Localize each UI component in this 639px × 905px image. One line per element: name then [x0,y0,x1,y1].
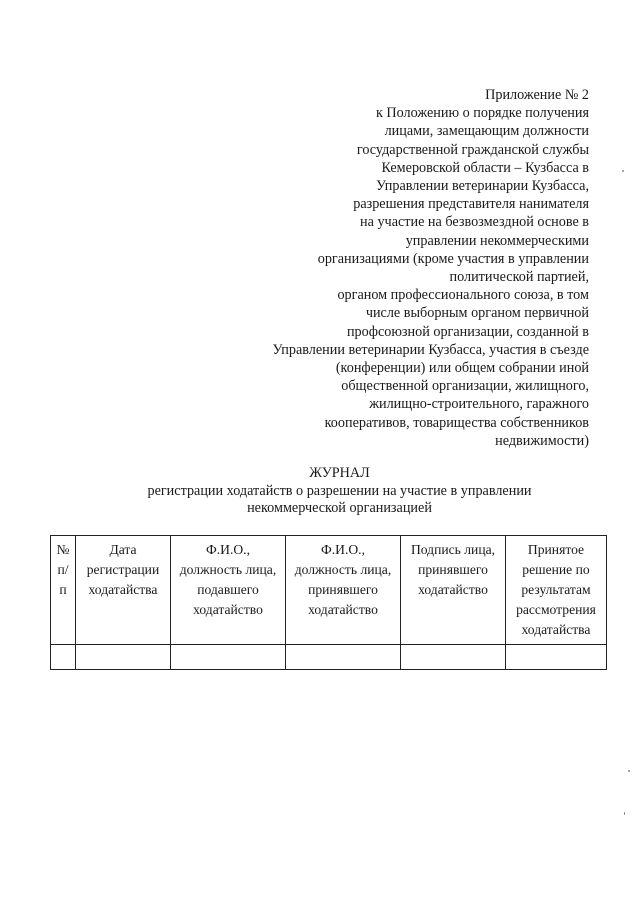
header-number: № п/ п [51,536,76,645]
journal-heading: ЖУРНАЛ [309,465,370,481]
journal-subtitle: регистрации ходатайств о разрешении на участие в управлении [147,482,532,499]
appendix-line: органом профессионального союза, в том [337,287,589,304]
appendix-line: к Положению о порядке получения [375,105,589,122]
header-applicant: Ф.И.О., должность лица, подавшего ходатайство [171,536,286,645]
scan-speck [628,770,630,772]
appendix-line: недвижимости) [495,432,589,449]
journal-title-block [0,465,639,518]
appendix-line: политической партией, [449,269,589,286]
appendix-line: организациями (кроме участия в управлении [317,250,589,267]
header-receiver: Ф.И.О., должность лица, принявшего ходатайство [286,536,401,645]
table-cell[interactable] [171,645,286,670]
appendix-line: Кемеровской области – Кузбасса в [381,159,589,176]
appendix-line: Управлении ветеринарии Кузбасса, участия в съезде [272,341,589,358]
appendix-title: Приложение № 2 [485,87,589,103]
scan-speck [624,812,625,815]
appendix-line: числе выборным органом первичной [365,305,589,322]
header-receiver-signature: Подпись лица, принявшего ходатайство [401,536,506,645]
appendix-line: Управлении ветеринарии Кузбасса, [375,178,589,195]
header-registration-date: Дата регистрации ходатайства [76,536,171,645]
appendix-block [229,86,589,450]
appendix-line: государственной гражданской службы [356,141,589,158]
appendix-line: на участие на безвозмездной основе в [360,214,589,231]
appendix-line: кооперативов, товарищества собственников [324,414,589,431]
journal-table [50,535,607,670]
journal-subtitle: некоммерческой организацией [247,500,432,516]
appendix-line: профсоюзной организации, созданной в [346,323,589,340]
table-row [51,645,607,670]
appendix-line: разрешения представителя нанимателя [353,196,589,213]
table-cell[interactable] [51,645,76,670]
appendix-line: (конференции) или общем собрании иной [335,360,589,377]
table-cell[interactable] [506,645,607,670]
scan-speck [622,170,624,172]
appendix-line: общественной организации, жилищного, [341,378,589,395]
table-header-row [51,536,607,645]
appendix-line: управлении некоммерческими [405,232,589,249]
table-cell[interactable] [401,645,506,670]
appendix-line: лицами, замещающим должности [384,123,589,140]
header-decision: Принятое решение по результатам рассмотрения ходатайства [506,536,607,645]
table-cell[interactable] [76,645,171,670]
appendix-line: жилищно-строительного, гаражного [369,396,589,413]
table-cell[interactable] [286,645,401,670]
